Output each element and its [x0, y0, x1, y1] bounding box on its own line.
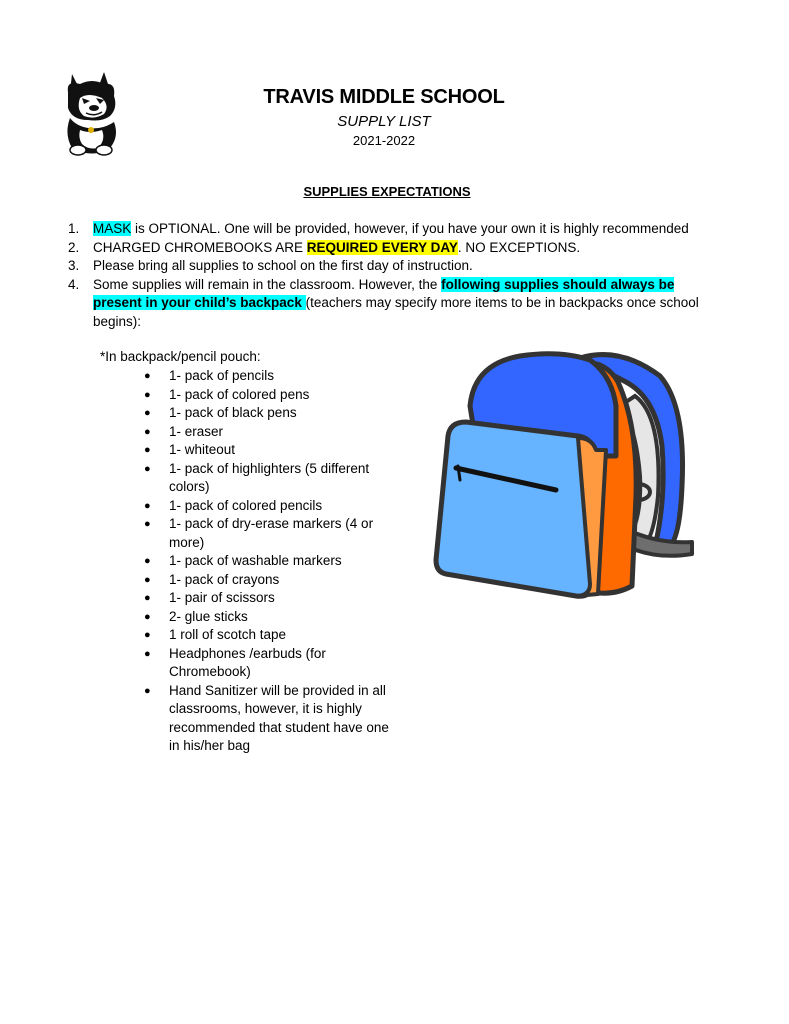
- list-item: [68, 220, 716, 239]
- supplies-list: [144, 367, 394, 756]
- list-item: ● Hand Sanitizer will be provided in all classrooms, however, it is highly recommended that student have one in his/her bag: [144, 682, 394, 756]
- list-item: ● 1- pack of dry-erase markers (4 or more): [144, 515, 394, 552]
- list-item: ● 1- pack of pencils: [144, 367, 394, 386]
- list-item: ● 1- pack of colored pens: [144, 386, 394, 405]
- list-text: is OPTIONAL. One will be provided, however, if you have your own it is highly recommended: [131, 221, 689, 236]
- list-item: ● 2- glue sticks: [144, 608, 394, 627]
- list-text: CHARGED CHROMEBOOKS ARE: [93, 239, 307, 255]
- page-title: TRAVIS MIDDLE SCHOOL: [263, 86, 505, 108]
- list-item: ● 1- whiteout: [144, 441, 394, 460]
- list-item: ● 1- pack of washable markers: [144, 552, 394, 571]
- section-heading: SUPPLIES EXPECTATIONS: [303, 184, 471, 199]
- page-subtitle: SUPPLY LIST: [337, 113, 431, 130]
- list-number: 2.: [68, 239, 80, 255]
- list-item: ● 1- pack of colored pencils: [144, 497, 394, 516]
- list-item: ● 1- pack of crayons: [144, 571, 394, 590]
- backpack-icon: [430, 346, 698, 604]
- list-item: ● 1 roll of scotch tape: [144, 626, 394, 645]
- list-text: Please bring all supplies to school on the first day of instruction.: [93, 258, 473, 273]
- list-item: [68, 239, 716, 258]
- list-item: ● 1- pair of scissors: [144, 589, 394, 608]
- list-number: 1.: [68, 221, 80, 236]
- expectations-list: [68, 220, 716, 331]
- list-number: 4.: [68, 276, 80, 292]
- list-text: (teachers may specify more items to be in backpacks once school begins):: [93, 295, 699, 329]
- highlighted-text: MASK: [93, 221, 132, 236]
- highlighted-text: REQUIRED EVERY DAY: [306, 239, 458, 255]
- list-item: ● 1- pack of highlighters (5 different colors): [144, 460, 394, 497]
- list-item: ● 1- pack of black pens: [144, 404, 394, 423]
- list-item: ● Headphones /earbuds (for Chromebook): [144, 645, 394, 682]
- list-item: [68, 257, 716, 276]
- list-text: Some supplies will remain in the classroom. However, the: [93, 276, 442, 292]
- list-item: [68, 276, 716, 332]
- list-item: ● 1- eraser: [144, 423, 394, 442]
- list-text: . NO EXCEPTIONS.: [457, 239, 581, 255]
- school-year: 2021-2022: [352, 133, 416, 148]
- highlighted-text: following supplies should always be present in your child’s backpack: [93, 276, 675, 310]
- list-number: 3.: [68, 258, 80, 273]
- document-header: [0, 84, 768, 150]
- pouch-label: *In backpack/pencil pouch:: [100, 349, 261, 364]
